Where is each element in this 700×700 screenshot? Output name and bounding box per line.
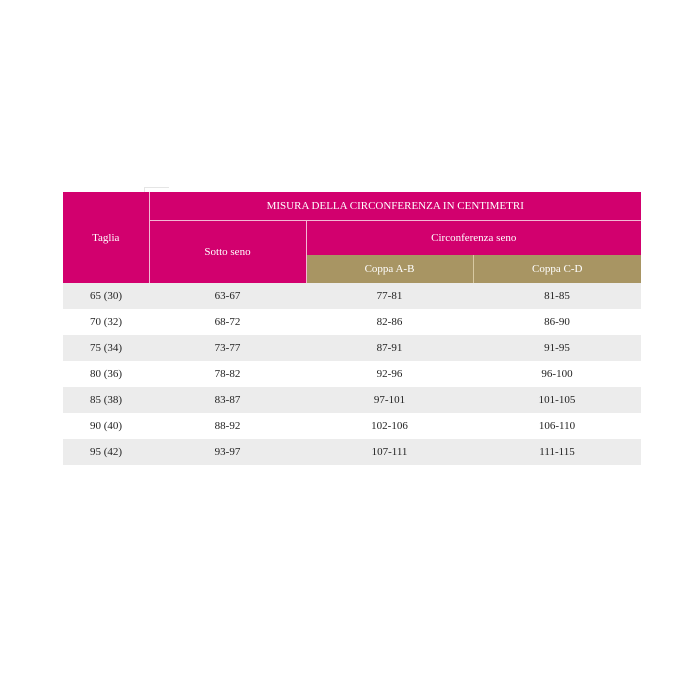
cell-sotto-seno: 83-87 <box>149 387 306 413</box>
header-sotto-seno: Sotto seno <box>149 221 306 284</box>
header-circonferenza-seno: Circonferenza seno <box>306 221 641 256</box>
cell-taglia: 85 (38) <box>63 387 149 413</box>
table-body <box>63 283 641 465</box>
cell-coppa-ab: 107-111 <box>306 439 473 465</box>
table-row <box>63 309 641 335</box>
table-row <box>63 283 641 309</box>
cell-coppa-ab: 92-96 <box>306 361 473 387</box>
cell-sotto-seno: 78-82 <box>149 361 306 387</box>
cell-sotto-seno: 68-72 <box>149 309 306 335</box>
cell-taglia: 80 (36) <box>63 361 149 387</box>
cell-coppa-ab: 87-91 <box>306 335 473 361</box>
cell-taglia: 70 (32) <box>63 309 149 335</box>
cell-coppa-ab: 97-101 <box>306 387 473 413</box>
table-row <box>63 387 641 413</box>
cell-coppa-ab: 102-106 <box>306 413 473 439</box>
cell-sotto-seno: 63-67 <box>149 283 306 309</box>
cell-taglia: 75 (34) <box>63 335 149 361</box>
header-taglia: Taglia <box>63 192 149 283</box>
table-row <box>63 439 641 465</box>
cell-coppa-cd: 96-100 <box>473 361 641 387</box>
cell-coppa-ab: 77-81 <box>306 283 473 309</box>
cell-coppa-cd: 91-95 <box>473 335 641 361</box>
table-row <box>63 335 641 361</box>
cell-sotto-seno: 88-92 <box>149 413 306 439</box>
cell-coppa-cd: 86-90 <box>473 309 641 335</box>
header-misura-circonferenza: MISURA DELLA CIRCONFERENZA IN CENTIMETRI <box>149 192 641 221</box>
table-header <box>63 192 641 283</box>
cell-taglia: 95 (42) <box>63 439 149 465</box>
table-row <box>63 413 641 439</box>
header-coppa-cd: Coppa C-D <box>473 255 641 283</box>
table-row <box>63 361 641 387</box>
cell-coppa-ab: 82-86 <box>306 309 473 335</box>
size-chart-table <box>63 192 641 465</box>
cell-coppa-cd: 111-115 <box>473 439 641 465</box>
cell-sotto-seno: 73-77 <box>149 335 306 361</box>
cell-coppa-cd: 81-85 <box>473 283 641 309</box>
header-coppa-ab: Coppa A-B <box>306 255 473 283</box>
cell-sotto-seno: 93-97 <box>149 439 306 465</box>
cell-coppa-cd: 106-110 <box>473 413 641 439</box>
cell-taglia: 65 (30) <box>63 283 149 309</box>
cell-taglia: 90 (40) <box>63 413 149 439</box>
cell-coppa-cd: 101-105 <box>473 387 641 413</box>
